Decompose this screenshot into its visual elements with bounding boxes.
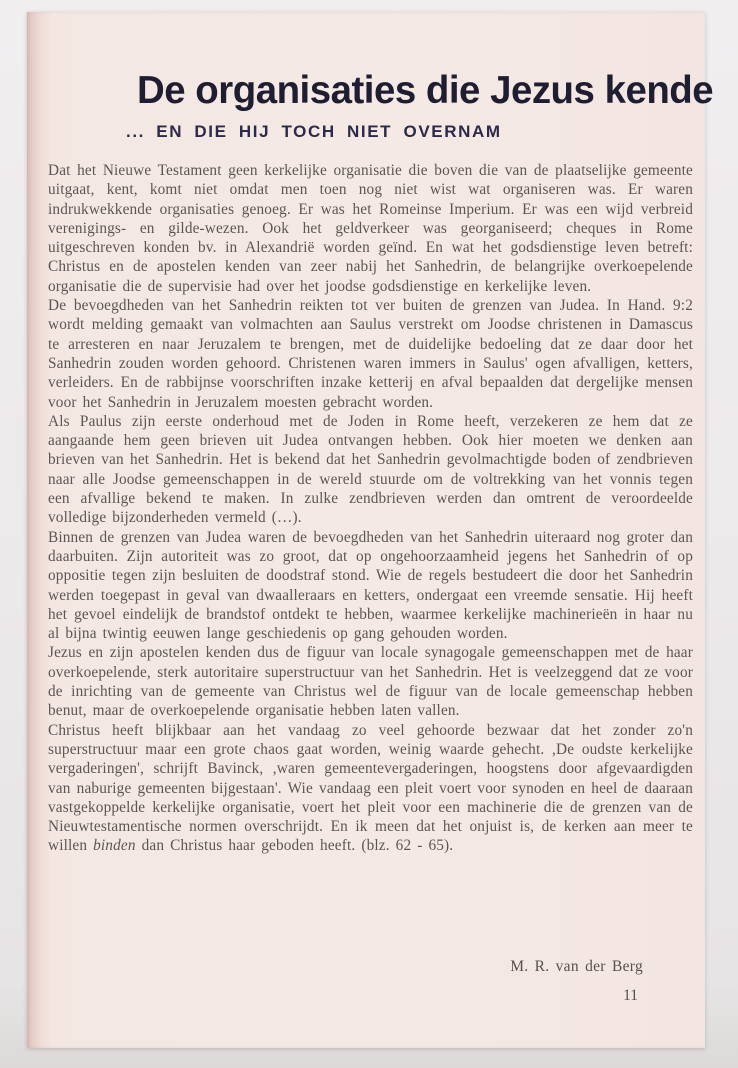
article-paragraph: Binnen de grenzen van Judea waren de bevoegdheden van het Sanhedrin uiteraard nog groter dan daarbuiten. Zijn autoriteit was zo groot, dat op ongehoorzaamheid jegens het Sanhedrin of op oppositie tegen zijn besluiten de doodstraf stond. Wie de regels bestudeert die door het Sanhedrin werden toegepast in geval van dwaalleraars en ketters, ondergaat een vreemde sensatie. Hij heeft het gevoel eindelijk de brandstof ontdekt te hebben, waarmee kerkelijke machinerieën in haar nu al bijna twintig eeuwen lange geschiedenis op gang gehouden worden. [48,528,693,643]
article-body [48,161,693,856]
paragraph-text: Christus heeft blijkbaar aan het vandaag zo veel gehoorde bezwaar dat het zonder zo'n superstructuur maar een grote chaos gaat worden, weinig waarde gehecht. ,De oudste kerkelijke vergaderingen', schrijft Bavinck, ,waren gemeentevergaderingen, hoogstens door afgevaardigden van naburige gemeenten bijgestaan'. Wie vandaag een pleit voert voor synoden en heel de daaraan vastgekoppelde kerkelijke organisatie, voert het pleit voor een machinerie die de grenzen van de Nieuwtestamentische normen overschrijdt. En ik meen dat het onjuist is, de kerken aan meer te willen [48,721,693,855]
page-title: De organisaties die Jezus kende [137,69,714,113]
paper-sheet [27,12,714,1048]
paragraph-text: dan Christus haar geboden heeft. (blz. 62 - 65). [135,837,454,855]
article-paragraph: Als Paulus zijn eerste onderhoud met de Joden in Rome heeft, verzekeren ze hem dat ze aangaande hem geen brieven uit Judea ontvangen hebben. Ook hier moeten we denken aan brieven van het Sanhedrin. Het is bekend dat het Sanhedrin gevolmachtigde boden of zendbrieven naar alle Joodse gemeenschappen in de wereld stuurde om de voltrekking van het vonnis tegen een afvallige bekend te maken. In zulke zendbrieven werden dan omtrent de veroordeelde volledige bijzonderheden vermeld (…). [48,412,693,527]
article-paragraph: Dat het Nieuwe Testament geen kerkelijke organisatie die boven die van de plaatselijke gemeente uitgaat, kent, komt niet omdat men toen nog niet wist wat organiseren was. Er waren indrukwekkende organisaties genoeg. Er was het Romeinse Imperium. Er was een wijd verbreid verenigings- en gilde-wezen. Ook het geldverkeer was georganiseerd; cheques in Rome uitgeschreven konden bv. in Alexandrië worden geïnd. En wat het godsdienstige leven betreft: Christus en de apostelen kenden van zeer nabij het Sanhedrin, de belangrijke overkoepelende organisatie die de supervisie had over het joodse godsdienstige en kerkelijke leven. [48,162,693,295]
page-subtitle: ... EN DIE HIJ TOCH NIET OVERNAM [126,122,502,142]
italic-emphasis: binden [93,837,136,855]
article-paragraph: De bevoegdheden van het Sanhedrin reikten tot ver buiten de grenzen van Judea. In Hand. 9:2 wordt melding gemaakt van volmachten aan Saulus verstrekt om Joodse christenen in Damascus te arresteren en naar Jeruzalem te brengen, met de duidelijke bedoeling dat ze daar door het Sanhedrin zouden worden gehoord. Christenen waren immers in Saulus' ogen afvalligen, ketters, verleiders. En de rabbijnse voorschriften inzake ketterij en afval bepaalden dat dergelijke mensen voor het Sanhedrin in Jeruzalem moesten gebracht worden. [48,297,693,411]
article-paragraph [48,721,693,856]
page-number: 11 [623,987,638,1004]
author-signature: M. R. van der Berg [510,958,643,975]
article-paragraph: Jezus en zijn apostelen kenden dus de figuur van locale synagogale gemeenschappen met de haar overkoepelende, sterk autoritaire superstructuur van het Sanhedrin. Het is veelzeggend dat ze voor de inrichting van de gemeente van Christus wel de figuur van de locale gemeenschap hebben benut, maar de overkoepelende organisatie hebben laten vallen. [48,644,693,720]
